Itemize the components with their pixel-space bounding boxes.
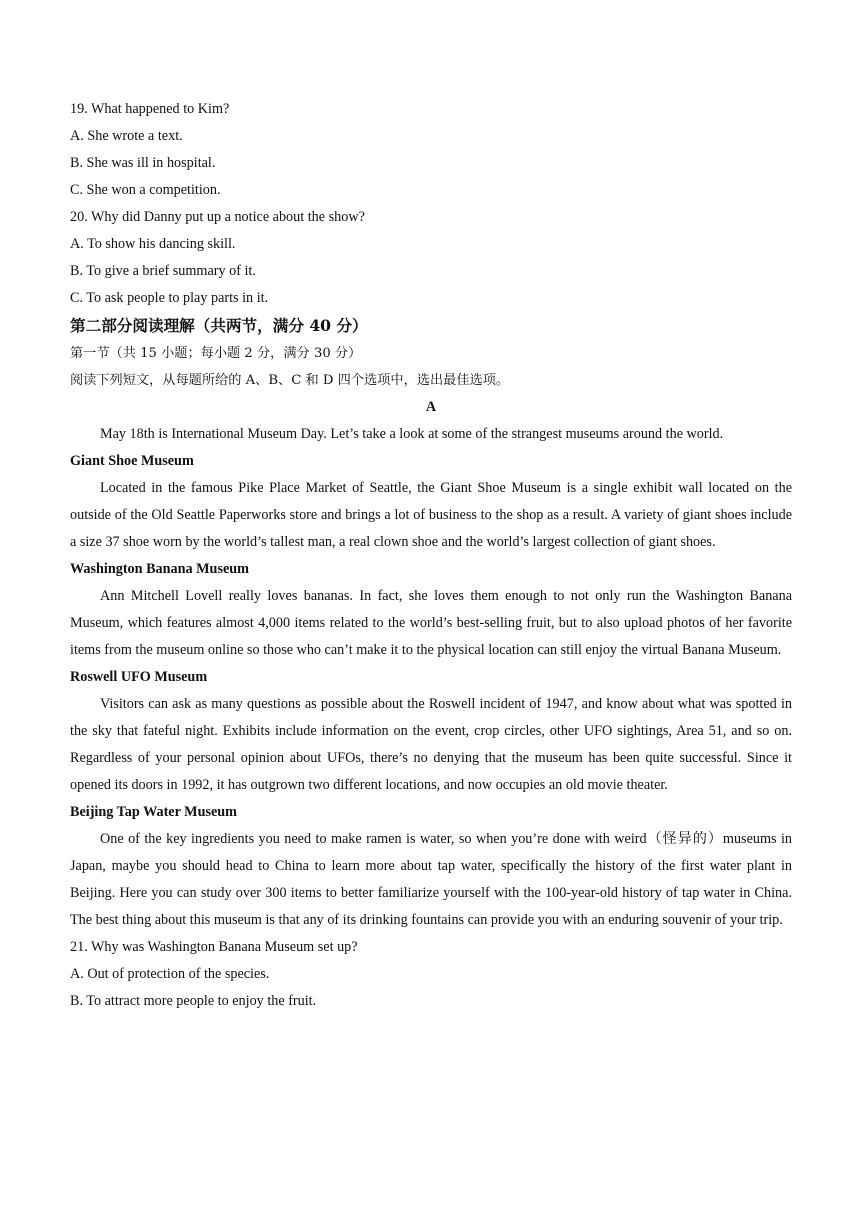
section-text-giant-shoe: Located in the famous Pike Place Market of Seattle, the Giant Shoe Museum is a single exhibit wall located on the outside of the Old Seattle Paperworks store and brings a lot of business to the shop as a result. A variety of giant shoes include a size 37 shoe worn by the world’s tallest man, a real clown shoe and the world’s largest collection of giant shoes.: [70, 480, 792, 550]
section-heading-banana: Washington Banana Museum: [70, 561, 249, 577]
section-heading-giant-shoe: Giant Shoe Museum: [70, 453, 194, 469]
question-21: 21. Why was Washington Banana Museum set up?: [70, 939, 358, 955]
option-19-a: A. She wrote a text.: [70, 128, 183, 144]
option-20-c: C. To ask people to play parts in it.: [70, 290, 269, 306]
section-heading-tap-water: Beijing Tap Water Museum: [70, 804, 237, 820]
option-19-b: B. She was ill in hospital.: [70, 155, 216, 171]
section-text-tap-water: One of the key ingredients you need to make ramen is water, so when you’re done with weird（怪异的）museums in Japan, maybe you should head to China to learn more about tap water, specifically the history of the first water plant in Beijing. Here you can study over 300 items to better familiarize yourself with the 100-year-old history of tap water in China. The best thing about this museum is that any of its drinking fountains can provide you with an enduring souvenir of your trip.: [70, 831, 792, 928]
passage-intro: May 18th is International Museum Day. Let’s take a look at some of the strangest museums around the world.: [100, 426, 724, 442]
section-text-ufo: Visitors can ask as many questions as possible about the Roswell incident of 1947, and know about what was spotted in the sky that fateful night. Exhibits include information on the event, crop circles, other UFO sightings, Area 51, and so on. Regardless of your personal opinion about UFOs, there’s no denying that the museum has been quite successful. Since it opened its doors in 1992, it has outgrown two different locations, and now occupies an old movie theater.: [70, 696, 792, 793]
option-21-a: A. Out of protection of the species.: [70, 966, 270, 982]
question-19: 19. What happened to Kim?: [70, 101, 230, 117]
part2-title: 第二部分阅读理解（共两节，满分 40 分）: [70, 316, 368, 335]
section1-instruction: 阅读下列短文，从每题所给的 A、B、C 和 D 四个选项中，选出最佳选项。: [70, 373, 510, 388]
exam-page: [70, 96, 792, 1015]
section-text-banana: Ann Mitchell Lovell really loves bananas. In fact, she loves them enough to not only run the Washington Banana Museum, which features almost 4,000 items related to the world’s best-selling fruit, but to also upload photos of her favorite items from the museum online so those who can’t make it to the physical location can still enjoy the virtual Banana Museum.: [70, 588, 792, 658]
option-20-b: B. To give a brief summary of it.: [70, 263, 256, 279]
passage-label: A: [425, 399, 437, 415]
section1-title: 第一节（共 15 小题；每小题 2 分，满分 30 分）: [70, 346, 362, 361]
option-21-b: B. To attract more people to enjoy the fruit.: [70, 993, 317, 1009]
option-19-c: C. She won a competition.: [70, 182, 221, 198]
option-20-a: A. To show his dancing skill.: [70, 236, 236, 252]
section-heading-ufo: Roswell UFO Museum: [70, 669, 208, 685]
question-20: 20. Why did Danny put up a notice about the show?: [70, 209, 365, 225]
